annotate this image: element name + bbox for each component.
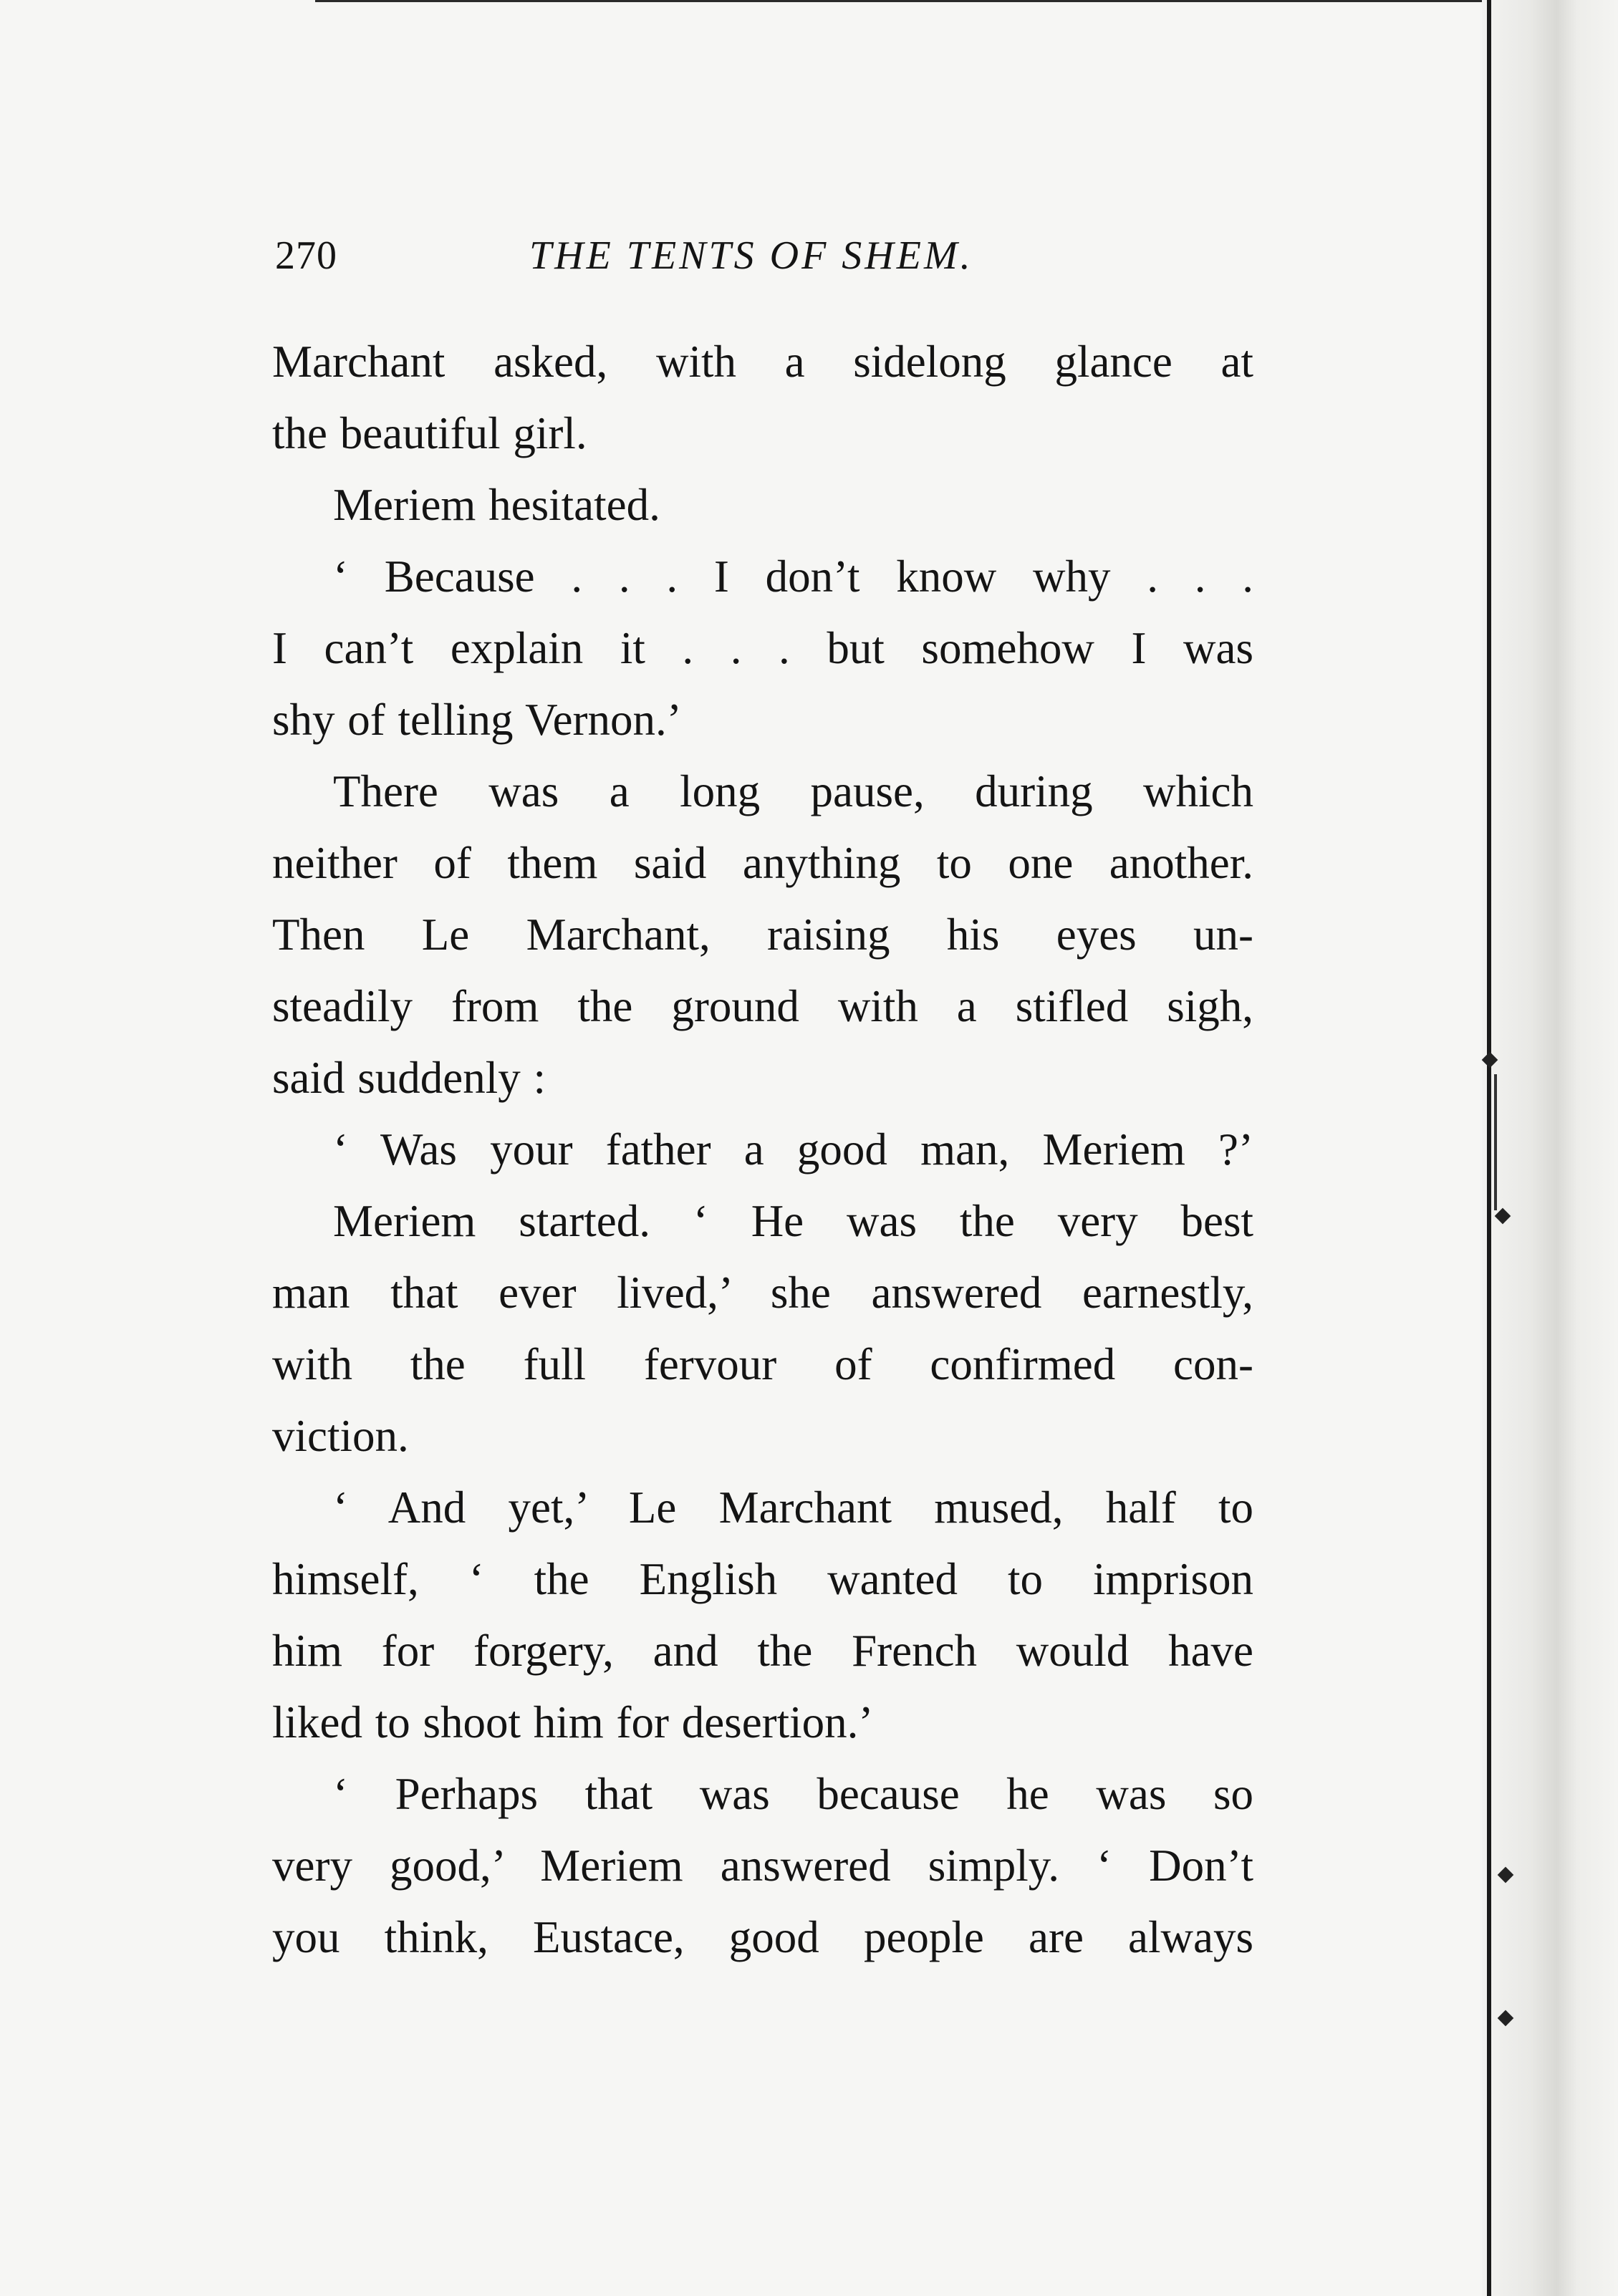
text-line: liked to shoot him for desertion.’ xyxy=(272,1697,874,1747)
text-line: himself, ‘ the English wanted to imprison xyxy=(272,1554,1253,1604)
text-line: steadily from the ground with a stifled sigh, xyxy=(272,981,1253,1031)
text-line: Marchant asked, with a sidelong glance at xyxy=(272,337,1253,387)
text-line: There was a long pause, during which xyxy=(333,766,1253,816)
page-top-edge xyxy=(315,0,1490,2)
binding-edge xyxy=(1482,0,1618,2296)
binding-edge-line xyxy=(1487,0,1491,2296)
text-line: ‘ Because . . . I don’t know why . . . xyxy=(333,551,1253,602)
text-line: man that ever lived,’ she answered earnestly, xyxy=(272,1268,1253,1318)
text-line: neither of them said anything to one another. xyxy=(272,838,1253,888)
page-header xyxy=(275,233,1256,290)
text-line: Then Le Marchant, raising his eyes un- xyxy=(272,910,1253,960)
text-line: Meriem started. ‘ He was the very best xyxy=(333,1196,1253,1246)
text-line: very good,’ Meriem answered simply. ‘ Don’t xyxy=(272,1841,1253,1891)
text-line: shy of telling Vernon.’ xyxy=(272,695,682,745)
text-line: ‘ Was your father a good man, Meriem ?’ xyxy=(333,1124,1253,1174)
running-head: THE TENTS OF SHEM. xyxy=(529,233,973,278)
text-line: Meriem hesitated. xyxy=(333,480,660,530)
text-line: ‘ Perhaps that was because he was so xyxy=(333,1769,1253,1819)
body-text xyxy=(272,326,1253,1973)
text-line: I can’t explain it . . . but somehow I was xyxy=(272,623,1253,673)
text-line: with the full fervour of confirmed con- xyxy=(272,1339,1253,1389)
binding-edge-shadow xyxy=(1494,1074,1497,1210)
text-line: the beautiful girl. xyxy=(272,408,587,458)
text-line: you think, Eustace, good people are always xyxy=(272,1912,1253,1962)
text-line: him for forgery, and the French would have xyxy=(272,1626,1253,1676)
page-number: 270 xyxy=(275,233,337,278)
text-line: viction. xyxy=(272,1411,409,1461)
text-line: said suddenly : xyxy=(272,1053,546,1103)
text-line: ‘ And yet,’ Le Marchant mused, half to xyxy=(333,1482,1253,1533)
